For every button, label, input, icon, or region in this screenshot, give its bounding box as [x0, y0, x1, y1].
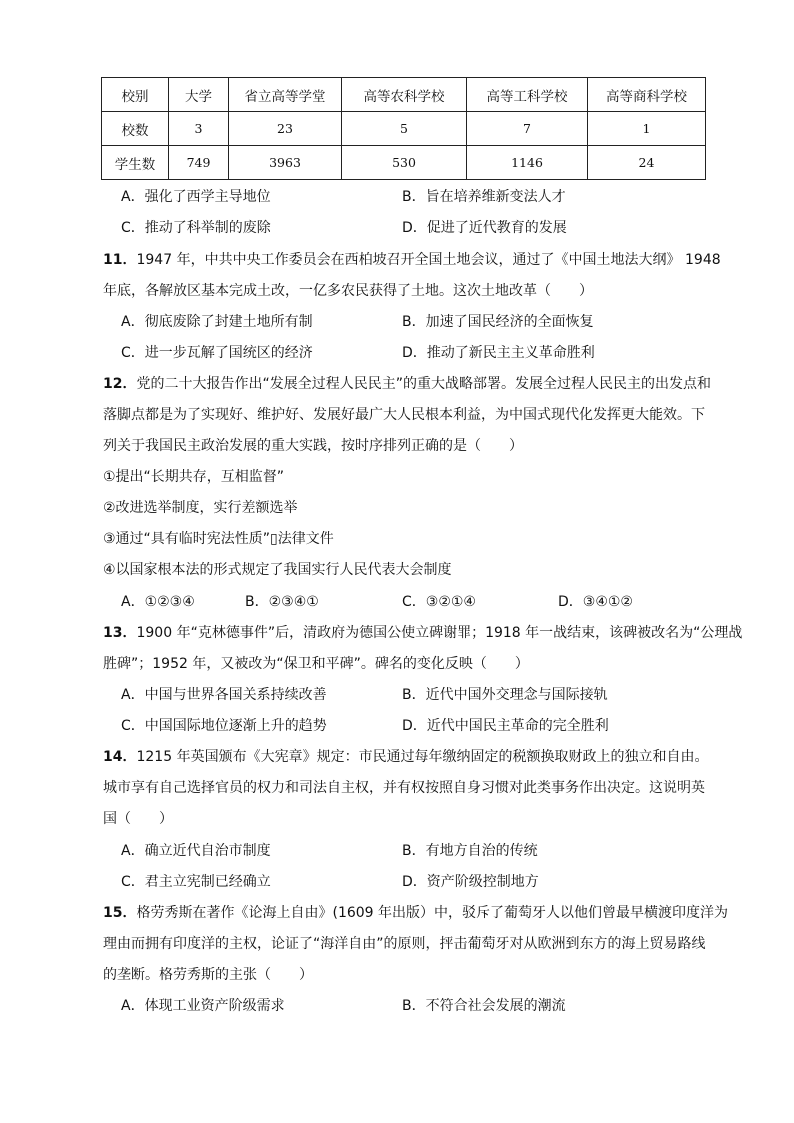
question-number: 11． [103, 252, 137, 268]
table-cell: 5 [342, 112, 467, 146]
q12-option-a[interactable]: A．①②③④ [121, 594, 195, 610]
table-cell: 1146 [467, 146, 588, 180]
table-cell: 23 [229, 112, 342, 146]
q15-stem-line-1 [103, 903, 728, 923]
q12-option-d[interactable]: D．③④①② [558, 594, 633, 610]
question-text: 党的二十大报告作出“发展全过程人民民主”的重大战略部署。发展全过程人民民主的出发点和 [136, 376, 711, 392]
q15-option-b[interactable]: B．不符合社会发展的潮流 [402, 998, 566, 1014]
question-number: 13． [103, 625, 137, 641]
q14-option-c[interactable]: C．君主立宪制已经确立 [121, 874, 271, 890]
q12-item-2: ②改进选举制度，实行差额选举 [103, 500, 298, 516]
q14-option-a[interactable]: A．确立近代自治市制度 [121, 843, 271, 859]
q12-stem-line-3: 列关于我国民主政治发展的重大实践，按时序排列正确的是（ ） [103, 438, 523, 454]
table-cell: 1 [588, 112, 706, 146]
table-cell: 3963 [229, 146, 342, 180]
question-number: 12． [103, 376, 137, 392]
q13-stem-line-2: 胜碑”；1952 年，又被改为“保卫和平碑”。碑名的变化反映（ ） [103, 656, 529, 672]
table-cell: 校数 [102, 112, 169, 146]
q10-option-d[interactable]: D．促进了近代教育的发展 [402, 220, 567, 236]
q12-item-3: ③通过“具有临时宪法性质”▯法律文件 [103, 531, 334, 547]
table-cell: 749 [169, 146, 229, 180]
question-number: 15． [103, 905, 137, 921]
q15-option-a[interactable]: A．体现工业资产阶级需求 [121, 998, 285, 1014]
table-cell: 高等工科学校 [467, 78, 588, 112]
table-cell: 学生数 [102, 146, 169, 180]
q11-option-a[interactable]: A．彻底废除了封建土地所有制 [121, 314, 313, 330]
q14-option-b[interactable]: B．有地方自治的传统 [402, 843, 538, 859]
q11-stem-line-2: 年底，各解放区基本完成土改，一亿多农民获得了土地。这次土地改革（ ） [103, 283, 593, 299]
table-cell: 校别 [102, 78, 169, 112]
table-row-student-count [102, 146, 706, 180]
q14-option-d[interactable]: D．资产阶级控制地方 [402, 874, 539, 890]
q12-stem-line-2: 落脚点都是为了实现好、维护好、发展好最广大人民根本利益，为中国式现代化发挥更大能效。下 [103, 407, 705, 423]
q11-option-b[interactable]: B．加速了国民经济的全面恢复 [402, 314, 594, 330]
question-text: 1900 年“克林德事件”后，清政府为德国公使立碑谢罪；1918 年一战结束，该碑被改名为“公理战 [136, 625, 743, 641]
question-text: 1215 年英国颁布《大宪章》规定：市民通过每年缴纳固定的税额换取财政上的独立和自由。 [136, 749, 709, 765]
table-cell: 24 [588, 146, 706, 180]
table-header-row [102, 78, 706, 112]
q12-stem-line-1 [103, 374, 711, 394]
q13-option-c[interactable]: C．中国国际地位逐渐上升的趋势 [121, 718, 327, 734]
table-row-school-count [102, 112, 706, 146]
q13-option-a[interactable]: A．中国与世界各国关系持续改善 [121, 687, 327, 703]
question-number: 14． [103, 749, 137, 765]
table-cell: 530 [342, 146, 467, 180]
table-cell: 高等商科学校 [588, 78, 706, 112]
table-cell: 7 [467, 112, 588, 146]
q13-option-d[interactable]: D．近代中国民主革命的完全胜利 [402, 718, 609, 734]
q10-option-a[interactable]: A．强化了西学主导地位 [121, 189, 271, 205]
q10-option-c[interactable]: C．推动了科举制的废除 [121, 220, 271, 236]
q13-stem-line-1 [103, 623, 742, 643]
q11-option-c[interactable]: C．进一步瓦解了国统区的经济 [121, 345, 313, 361]
q12-option-c[interactable]: C．③②①④ [402, 594, 476, 610]
q12-option-b[interactable]: B．②③④① [245, 594, 319, 610]
q13-option-b[interactable]: B．近代中国外交理念与国际接轨 [402, 687, 608, 703]
q14-stem-line-3: 国（ ） [103, 811, 173, 827]
q12-item-1: ①提出“长期共存，互相监督” [103, 469, 285, 485]
q12-item-4: ④以国家根本法的形式规定了我国实行人民代表大会制度 [103, 562, 452, 578]
question-text: 格劳秀斯在著作《论海上自由》(1609 年出版）中，驳斥了葡萄牙人以他们曾最早横渡印度洋为 [136, 905, 729, 921]
table-cell: 大学 [169, 78, 229, 112]
q11-stem-line-1 [103, 250, 721, 270]
q15-stem-line-2: 理由而拥有印度洋的主权，论证了“海洋自由”的原则，抨击葡萄牙对从欧洲到东方的海上贸易路线 [103, 936, 706, 952]
table-cell: 3 [169, 112, 229, 146]
q14-stem-line-2: 城市享有自己选择官员的权力和司法自主权，并有权按照自身习惯对此类事务作出决定。这说明英 [103, 780, 705, 796]
table-cell: 高等农科学校 [342, 78, 467, 112]
q11-option-d[interactable]: D．推动了新民主主义革命胜利 [402, 345, 595, 361]
school-statistics-table [101, 77, 706, 180]
q10-option-b[interactable]: B．旨在培养维新变法人才 [402, 189, 566, 205]
q15-stem-line-3: 的垄断。格劳秀斯的主张（ ） [103, 967, 313, 983]
table-cell: 省立高等学堂 [229, 78, 342, 112]
question-text: 1947 年，中共中央工作委员会在西柏坡召开全国土地会议，通过了《中国土地法大纲》 1948 [136, 252, 721, 268]
q14-stem-line-1 [103, 747, 709, 767]
